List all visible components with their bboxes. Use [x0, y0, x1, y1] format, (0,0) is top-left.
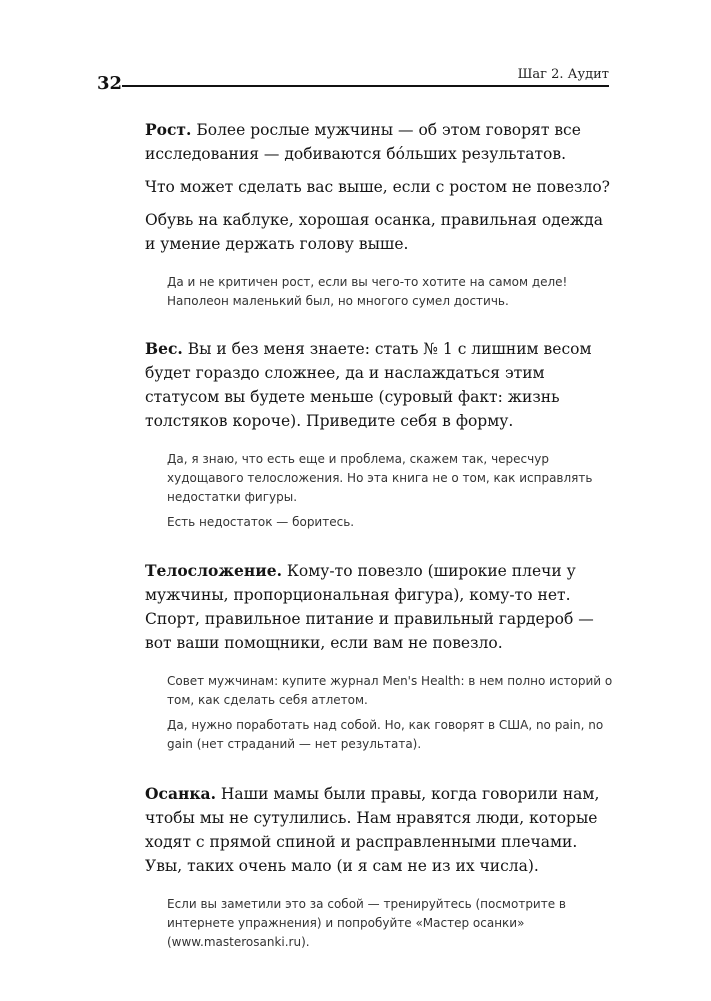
- section-posture: [145, 782, 615, 952]
- posture-note-block: [167, 895, 613, 952]
- section-gap: [145, 760, 615, 782]
- posture-note: Если вы заметили это за собой — тренируйтесь (посмотрите в интернете упражнения) и попробуйте «Мастер осанки» (www.masterosanki.ru).: [167, 897, 566, 949]
- height-answer: Обувь на каблуке, хорошая осанка, правильная одежда и умение держать голову выше.: [145, 211, 603, 253]
- weight-note-2: Есть недостаток — боритесь.: [167, 515, 355, 529]
- page-body: [145, 118, 615, 958]
- running-head: Шаг 2. Аудит: [517, 67, 609, 82]
- build-note-2: Да, нужно поработать над собой. Но, как говорят в США, no pain, no gain (нет страданий — нет результата).: [167, 718, 604, 751]
- build-note-block: [167, 672, 613, 754]
- header-rule: [122, 85, 609, 87]
- build-paragraph: [145, 559, 615, 655]
- weight-text: Вы и без меня знаете: стать № 1 с лишним весом будет гораздо сложнее, да и наслаждаться этим статусом вы будете меньше (суровый факт: жизнь толстяков короче). Приведите себя в форму.: [145, 340, 592, 430]
- section-gap: [145, 317, 615, 337]
- weight-note-block: [167, 450, 613, 532]
- weight-term: Вес.: [145, 339, 183, 358]
- section-build: [145, 559, 615, 754]
- height-term: Рост.: [145, 120, 192, 139]
- weight-note-1: Да, я знаю, что есть еще и проблема, скажем так, чересчур худощавого телосложения. Но эта книга не о том, как исправлять недостатки фигуры.: [167, 452, 593, 504]
- build-term: Телосложение.: [145, 561, 282, 580]
- height-note-block: [167, 273, 613, 311]
- posture-term: Осанка.: [145, 784, 216, 803]
- height-question: Что может сделать вас выше, если с ростом не повезло?: [145, 178, 610, 196]
- height-text: Более рослые мужчины — об этом говорят все исследования — добиваются бо́льших результатов.: [145, 121, 581, 163]
- posture-paragraph: [145, 782, 615, 878]
- weight-paragraph: [145, 337, 615, 433]
- section-weight: [145, 337, 615, 532]
- build-note-1: Совет мужчинам: купите журнал Men's Health: в нем полно историй о том, как сделать себя атлетом.: [167, 674, 613, 707]
- section-gap: [145, 538, 615, 559]
- section-height: [145, 118, 615, 311]
- page-number: 32: [97, 73, 123, 94]
- height-note: Да и не критичен рост, если вы чего-то хотите на самом деле! Наполеон маленький был, но многого сумел достичь.: [167, 275, 568, 308]
- height-paragraph: [145, 118, 615, 166]
- posture-text: Наши мамы были правы, когда говорили нам, чтобы мы не сутулились. Нам нравятся люди, которые ходят с прямой спиной и расправленными плечами. Увы, таких очень мало (и я сам не из их числа).: [145, 785, 600, 875]
- build-text: Кому-то повезло (широкие плечи у мужчины, пропорциональная фигура), кому-то нет. Спорт, правильное питание и правильный гардероб — вот ваши помощники, если вам не повезло.: [145, 562, 594, 652]
